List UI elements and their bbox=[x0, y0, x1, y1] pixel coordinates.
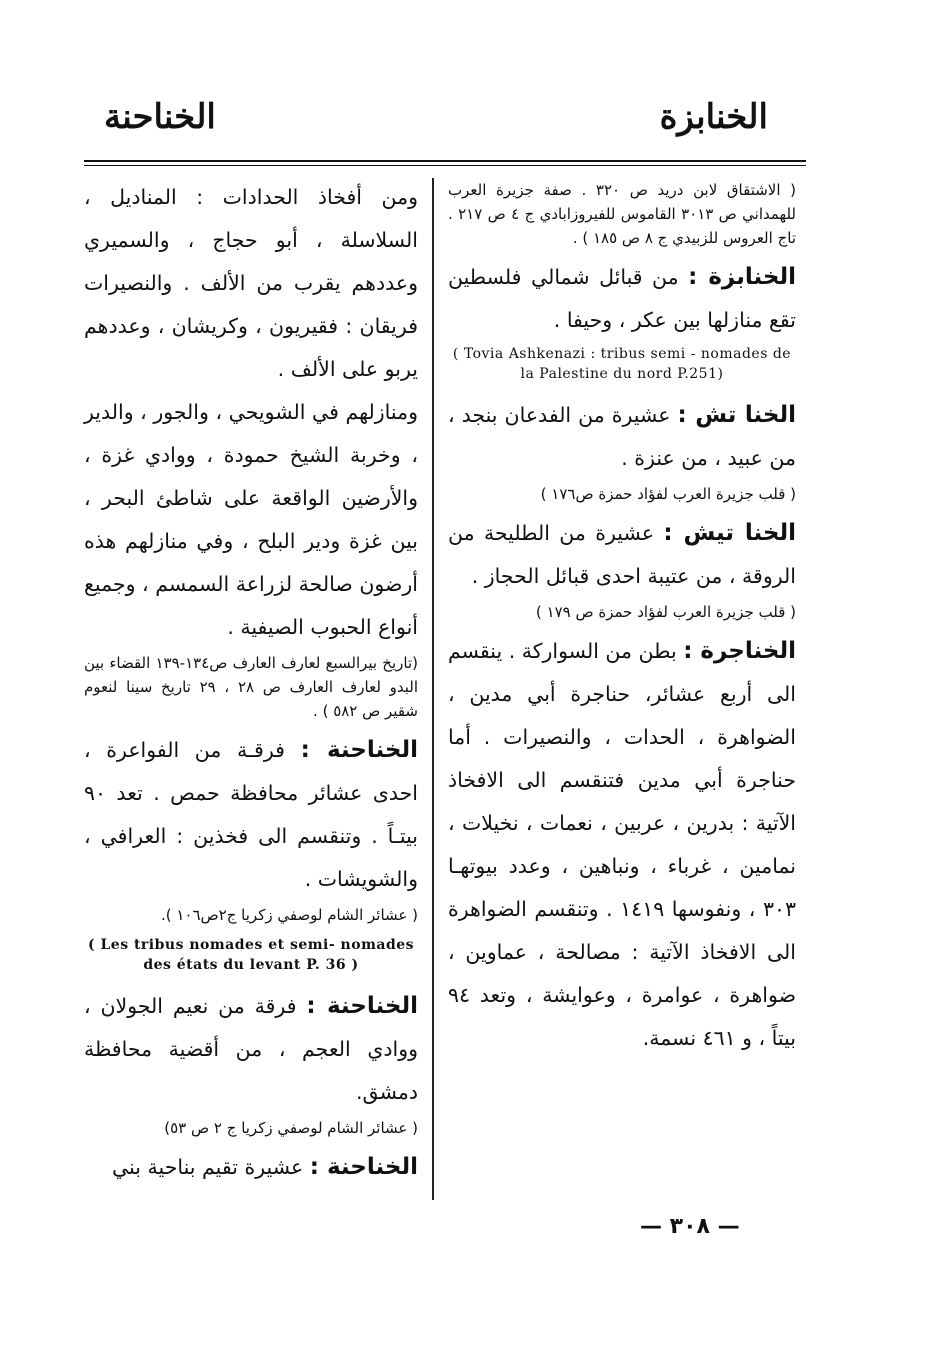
entry-headword: الخنا تيش : bbox=[663, 520, 796, 546]
entry-khanabiza bbox=[448, 256, 796, 342]
entry-khanajira bbox=[448, 630, 796, 1060]
entry-text: فرقة من نعيم الجولان ، ووادي العجم ، من أقضية محافظة دمشق. bbox=[84, 994, 418, 1104]
entry-khanahina-3 bbox=[84, 1146, 418, 1189]
reference-note: ( عشائر الشام لوصفي زكريا ج٢ص١٠٦ ). bbox=[160, 906, 418, 924]
left-column bbox=[84, 176, 418, 1189]
entry-headword: الخناحنة : bbox=[309, 1154, 418, 1180]
paragraph: ومنازلهم في الشويحي ، والجور ، والدير ، وخربة الشيخ حمودة ، ووادي غزة ، والأرضين الواقعة على شاطئ البحر ، بين غزة ودير البلح ، وفي منازلهم هذه أرضون صالحة لزراعة السمسم ، وجميع أنواع الحبوب الصيفية . bbox=[84, 400, 418, 639]
entry-text: عشيرة من الفدعان بنجد ، من عبيد ، من عنزة . bbox=[448, 403, 796, 470]
column-divider bbox=[432, 178, 434, 1200]
entry-khanahina-2 bbox=[84, 985, 418, 1114]
reference-note: ( الاشتقاق لابن دريد ص ٣٢٠ . صفة جزيرة العرب للهمداني ص ٣٠١٣ القاموس للفيروزابادي ج ٤ ص ٢١٧ . تاج العروس للزبيدي ج ٨ ص ١٨٥ ) . bbox=[448, 181, 797, 247]
entry-headword: الخناحنة : bbox=[306, 993, 418, 1019]
page-number: — ٣٠٨ — bbox=[640, 1214, 740, 1239]
reference-note: (تاريخ بيرالسبع لعارف العارف ص١٣٤-١٣٩ القضاء بين البدو لعارف العارف ص ٢٨ ، ٢٩ تاريخ سينا لنعوم شقير ص ٥٨٢ ) . bbox=[84, 654, 418, 720]
running-header-right: الخنابزة bbox=[659, 97, 768, 137]
entry-headword: الخنا تش : bbox=[677, 402, 796, 428]
entry-text: عشيرة من الطليحة من الروقة ، من عتيبة احدى قبائل الحجاز . bbox=[448, 521, 796, 588]
entry-text: عشيرة تقيم بناحية بني bbox=[112, 1155, 304, 1179]
entry-khanatish-2 bbox=[448, 512, 796, 598]
latin-reference: ( Tovia Ashkenazi : tribus semi - nomades de la Palestine du nord P.251) bbox=[452, 346, 792, 382]
header-rule-thick bbox=[84, 160, 806, 162]
entry-text: بطن من السوارکة . ينقسم الى أربع عشائر، حناجرة أبي مدين ، الضواهرة ، الحدات ، والنصيرات . أما حناجرة أبي مدين فتنقسم الى الافخاذ الآتية : بدرين ، عربين ، نعمات ، نخيلات ، نمامين ، غرباء ، ونباهين ، وعدد بيوتهـا ٣٠٣ ، ونفوسها ١٤١٩ . وتنقسم الضواهرة الى الافخاذ الآتية : مصالحة ، عماوين ، ضواهرة ، عوامرة ، وعوايشة ، وتعد ٩٤ بيتاً ، و ٤٦١ نسمة. bbox=[448, 639, 797, 1050]
header-rule-thin bbox=[84, 165, 806, 166]
entry-khanahina-1 bbox=[84, 729, 418, 901]
entry-headword: الخناجرة : bbox=[683, 638, 796, 664]
entry-khanatish bbox=[448, 394, 796, 480]
latin-reference: ( Les tribus nomades et semi- nomades des états du levant P. 36 ) bbox=[87, 937, 415, 973]
reference-note: ( قلب جزيرة العرب لفؤاد حمزة ص ١٧٩ ) bbox=[535, 603, 796, 621]
reference-note: ( قلب جزيرة العرب لفؤاد حمزة ص١٧٦ ) bbox=[540, 485, 796, 503]
reference-note: ( عشائر الشام لوصفي زكريا ج ٢ ص ٥٣) bbox=[164, 1119, 418, 1137]
running-header-left: الخناحنة bbox=[104, 97, 216, 137]
entry-headword: الخنابزة : bbox=[688, 264, 796, 290]
paragraph: ومن أفخاذ الحدادات : المناديل ، السلاسلة ، أبو حجاج ، والسميري وعددهم يقرب من الألف . والنصيرات فريقان : فقيريون ، وكريشان ، وعددهم يربو على الألف . bbox=[84, 185, 418, 381]
entry-text: فرقـة من الفواعرة ، احدى عشائر محافظة حمص . تعد ٩٠ بيتـاً . وتنقسم الى فخذين : العرافي ، والشويشات . bbox=[84, 738, 418, 891]
right-column bbox=[448, 176, 796, 1060]
entry-headword: الخناحنة : bbox=[300, 737, 418, 763]
entry-text: من قبائل شمالي فلسطين تقع منازلها بين عكر ، وحيفا . bbox=[448, 265, 796, 332]
